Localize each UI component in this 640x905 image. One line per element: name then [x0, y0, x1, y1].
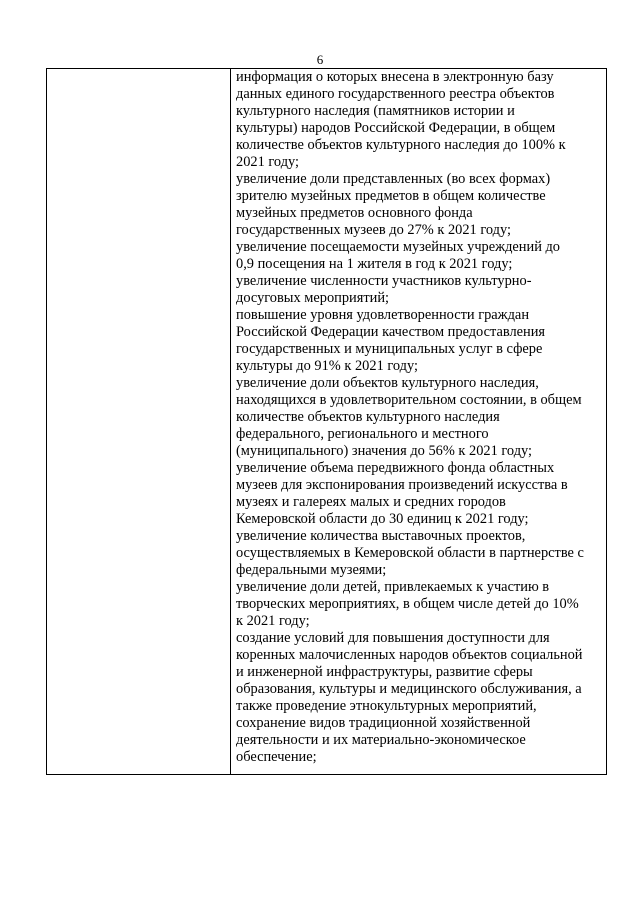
text-line: (муниципального) значения до 56% к 2021 году;: [236, 443, 533, 459]
text-line: увеличение объема передвижного фонда областных: [236, 460, 555, 476]
text-line: увеличение доли детей, привлекаемых к участию в: [236, 579, 550, 595]
table-right-cell: [231, 69, 606, 774]
text-line: коренных малочисленных народов объектов социальной: [236, 647, 583, 663]
text-line: культуры) народов Российской Федерации, в общем: [236, 120, 556, 136]
text-line: создание условий для повышения доступности для: [236, 630, 550, 646]
text-line: увеличение численности участников культурно-: [236, 273, 532, 289]
text-line: информация о которых внесена в электронную базу: [236, 69, 554, 85]
text-line: музейных предметов основного фонда: [236, 205, 473, 221]
text-line: культурного наследия (памятников истории и: [236, 103, 515, 119]
text-line: культуры до 91% к 2021 году;: [236, 358, 419, 374]
text-line: увеличение количества выставочных проектов,: [236, 528, 526, 544]
text-line: количестве объектов культурного наследия: [236, 409, 500, 425]
page-number: 6: [316, 52, 324, 67]
text-line: к 2021 году;: [236, 613, 310, 629]
text-line: также проведение этнокультурных мероприятий,: [236, 698, 537, 714]
text-line: 2021 году;: [236, 154, 300, 170]
text-line: увеличение доли объектов культурного наследия,: [236, 375, 539, 391]
text-line: образования, культуры и медицинского обслуживания, а: [236, 681, 582, 697]
text-line: количестве объектов культурного наследия до 100% к: [236, 137, 566, 153]
text-line: творческих мероприятиях, в общем числе детей до 10%: [236, 596, 579, 612]
document-table: [46, 68, 607, 775]
text-line: Кемеровской области до 30 единиц к 2021 году;: [236, 511, 529, 527]
text-line: музеев для экспонирования произведений искусства в: [236, 477, 568, 493]
text-line: увеличение посещаемости музейных учреждений до: [236, 239, 561, 255]
text-line: обеспечение;: [236, 749, 317, 765]
text-line: федерального, регионального и местного: [236, 426, 489, 442]
text-line: и инженерной инфраструктуры, развитие сферы: [236, 664, 533, 680]
text-line: осуществляемых в Кемеровской области в партнерстве с: [236, 545, 584, 561]
text-line: федеральными музеями;: [236, 562, 387, 578]
text-line: музеях и галереях малых и средних городов: [236, 494, 506, 510]
text-line: увеличение доли представленных (во всех формах): [236, 171, 551, 187]
text-line: повышение уровня удовлетворенности граждан: [236, 307, 530, 323]
text-line: деятельности и их материально-экономическое: [236, 732, 526, 748]
text-line: 0,9 посещения на 1 жителя в год к 2021 году;: [236, 256, 513, 272]
text-line: досуговых мероприятий;: [236, 290, 390, 306]
text-line: зрителю музейных предметов в общем количестве: [236, 188, 546, 204]
text-line: Российской Федерации качеством предоставления: [236, 324, 546, 340]
text-line: сохранение видов традиционной хозяйственной: [236, 715, 531, 731]
text-line: государственных и муниципальных услуг в сфере: [236, 341, 543, 357]
text-line: находящихся в удовлетворительном состоянии, в общем: [236, 392, 582, 408]
text-line: данных единого государственного реестра объектов: [236, 86, 555, 102]
table-left-cell: [47, 69, 231, 774]
text-line: государственных музеев до 27% к 2021 году;: [236, 222, 511, 238]
